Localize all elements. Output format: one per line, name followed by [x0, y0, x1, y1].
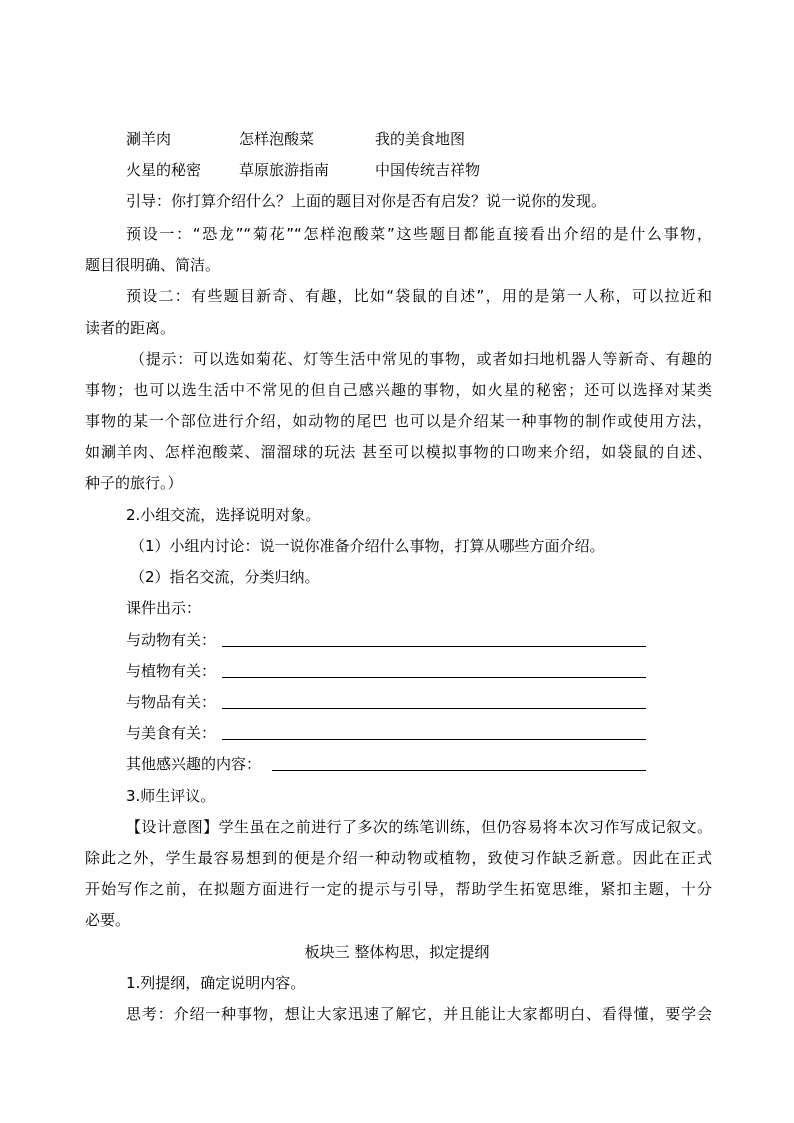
step2-sub2: （2）指名交流，分类归纳。 [130, 568, 320, 586]
category-food: 与美食有关： [126, 724, 217, 742]
topic-6: 中国传统吉祥物 [375, 161, 481, 179]
tip-line2: 事物；也可以选生活中不常见的但自己感兴趣的事物，如火星的秘密；还可以选择对某类 [85, 381, 712, 399]
answer-blank-plant[interactable] [222, 677, 646, 678]
answer-blank-item[interactable] [222, 708, 646, 709]
category-animal: 与动物有关： [126, 631, 217, 649]
preset2-line2: 读者的距离。 [85, 319, 176, 337]
category-plant: 与植物有关： [126, 662, 217, 680]
topic-1: 涮羊肉 [126, 130, 172, 148]
answer-blank-animal[interactable] [222, 646, 646, 647]
section-heading: 板块三 整体构思，拟定提纲 [304, 943, 490, 961]
preset1-line2: 题目很明确、简洁。 [85, 256, 221, 274]
design-line2: 除此之外，学生最容易想到的便是介绍一种动物或植物，致使习作缺乏新意。因此在正式 [85, 849, 712, 867]
design-line3: 开始写作之前，在拟题方面进行一定的提示与引导，帮助学生拓宽思维，紧扣主题，十分 [85, 880, 712, 898]
topic-4: 火星的秘密 [126, 161, 202, 179]
topic-2: 怎样泡酸菜 [239, 130, 315, 148]
think-text: 思考：介绍一种事物，想让大家迅速了解它，并且能让大家都明白、看得懂，要学会 [126, 1005, 712, 1023]
tip-line3: 事物的某一个部位进行介绍，如动物的尾巴 也可以是介绍某一种事物的制作或使用方法， [85, 412, 712, 430]
step2-sub1: （1）小组内讨论：说一说你准备介绍什么事物，打算从哪些方面介绍。 [130, 537, 605, 555]
category-other: 其他感兴趣的内容： [126, 755, 262, 773]
step3-text: 3.师生评议。 [126, 787, 216, 805]
answer-blank-other[interactable] [272, 770, 646, 771]
preset2-line1: 预设二：有些题目新奇、有趣，比如“袋鼠的自述”，用的是第一人称，可以拉近和 [126, 287, 712, 305]
step2-title: 2.小组交流，选择说明对象。 [126, 506, 321, 524]
tip-line4: 如涮羊肉、怎样泡酸菜、溜溜球的玩法 甚至可以模拟事物的口吻来介绍，如袋鼠的自述、 [85, 443, 712, 461]
tip-line1: （提示：可以选如菊花、灯等生活中常见的事物，或者如扫地机器人等新奇、有趣的 [130, 350, 712, 368]
guide-text: 引导：你打算介绍什么？上面的题目对你是否有启发？说一说你的发现。 [126, 192, 607, 210]
design-line4: 必要。 [85, 911, 131, 929]
tip-line5: 种子的旅行。） [85, 474, 183, 492]
outline-step: 1.列提纲，确定说明内容。 [126, 974, 306, 992]
preset1-line1: 预设一：“恐龙”“菊花”“怎样泡酸菜”这些题目都能直接看出介绍的是什么事物， [126, 225, 712, 243]
courseware-label: 课件出示： [126, 599, 202, 617]
topic-5: 草原旅游指南 [239, 161, 330, 179]
category-item: 与物品有关： [126, 693, 217, 711]
topic-3: 我的美食地图 [375, 130, 466, 148]
answer-blank-food[interactable] [222, 739, 646, 740]
design-line1: 【设计意图】学生虽在之前进行了多次的练笔训练，但仍容易将本次习作写成记叙文。 [126, 818, 712, 836]
